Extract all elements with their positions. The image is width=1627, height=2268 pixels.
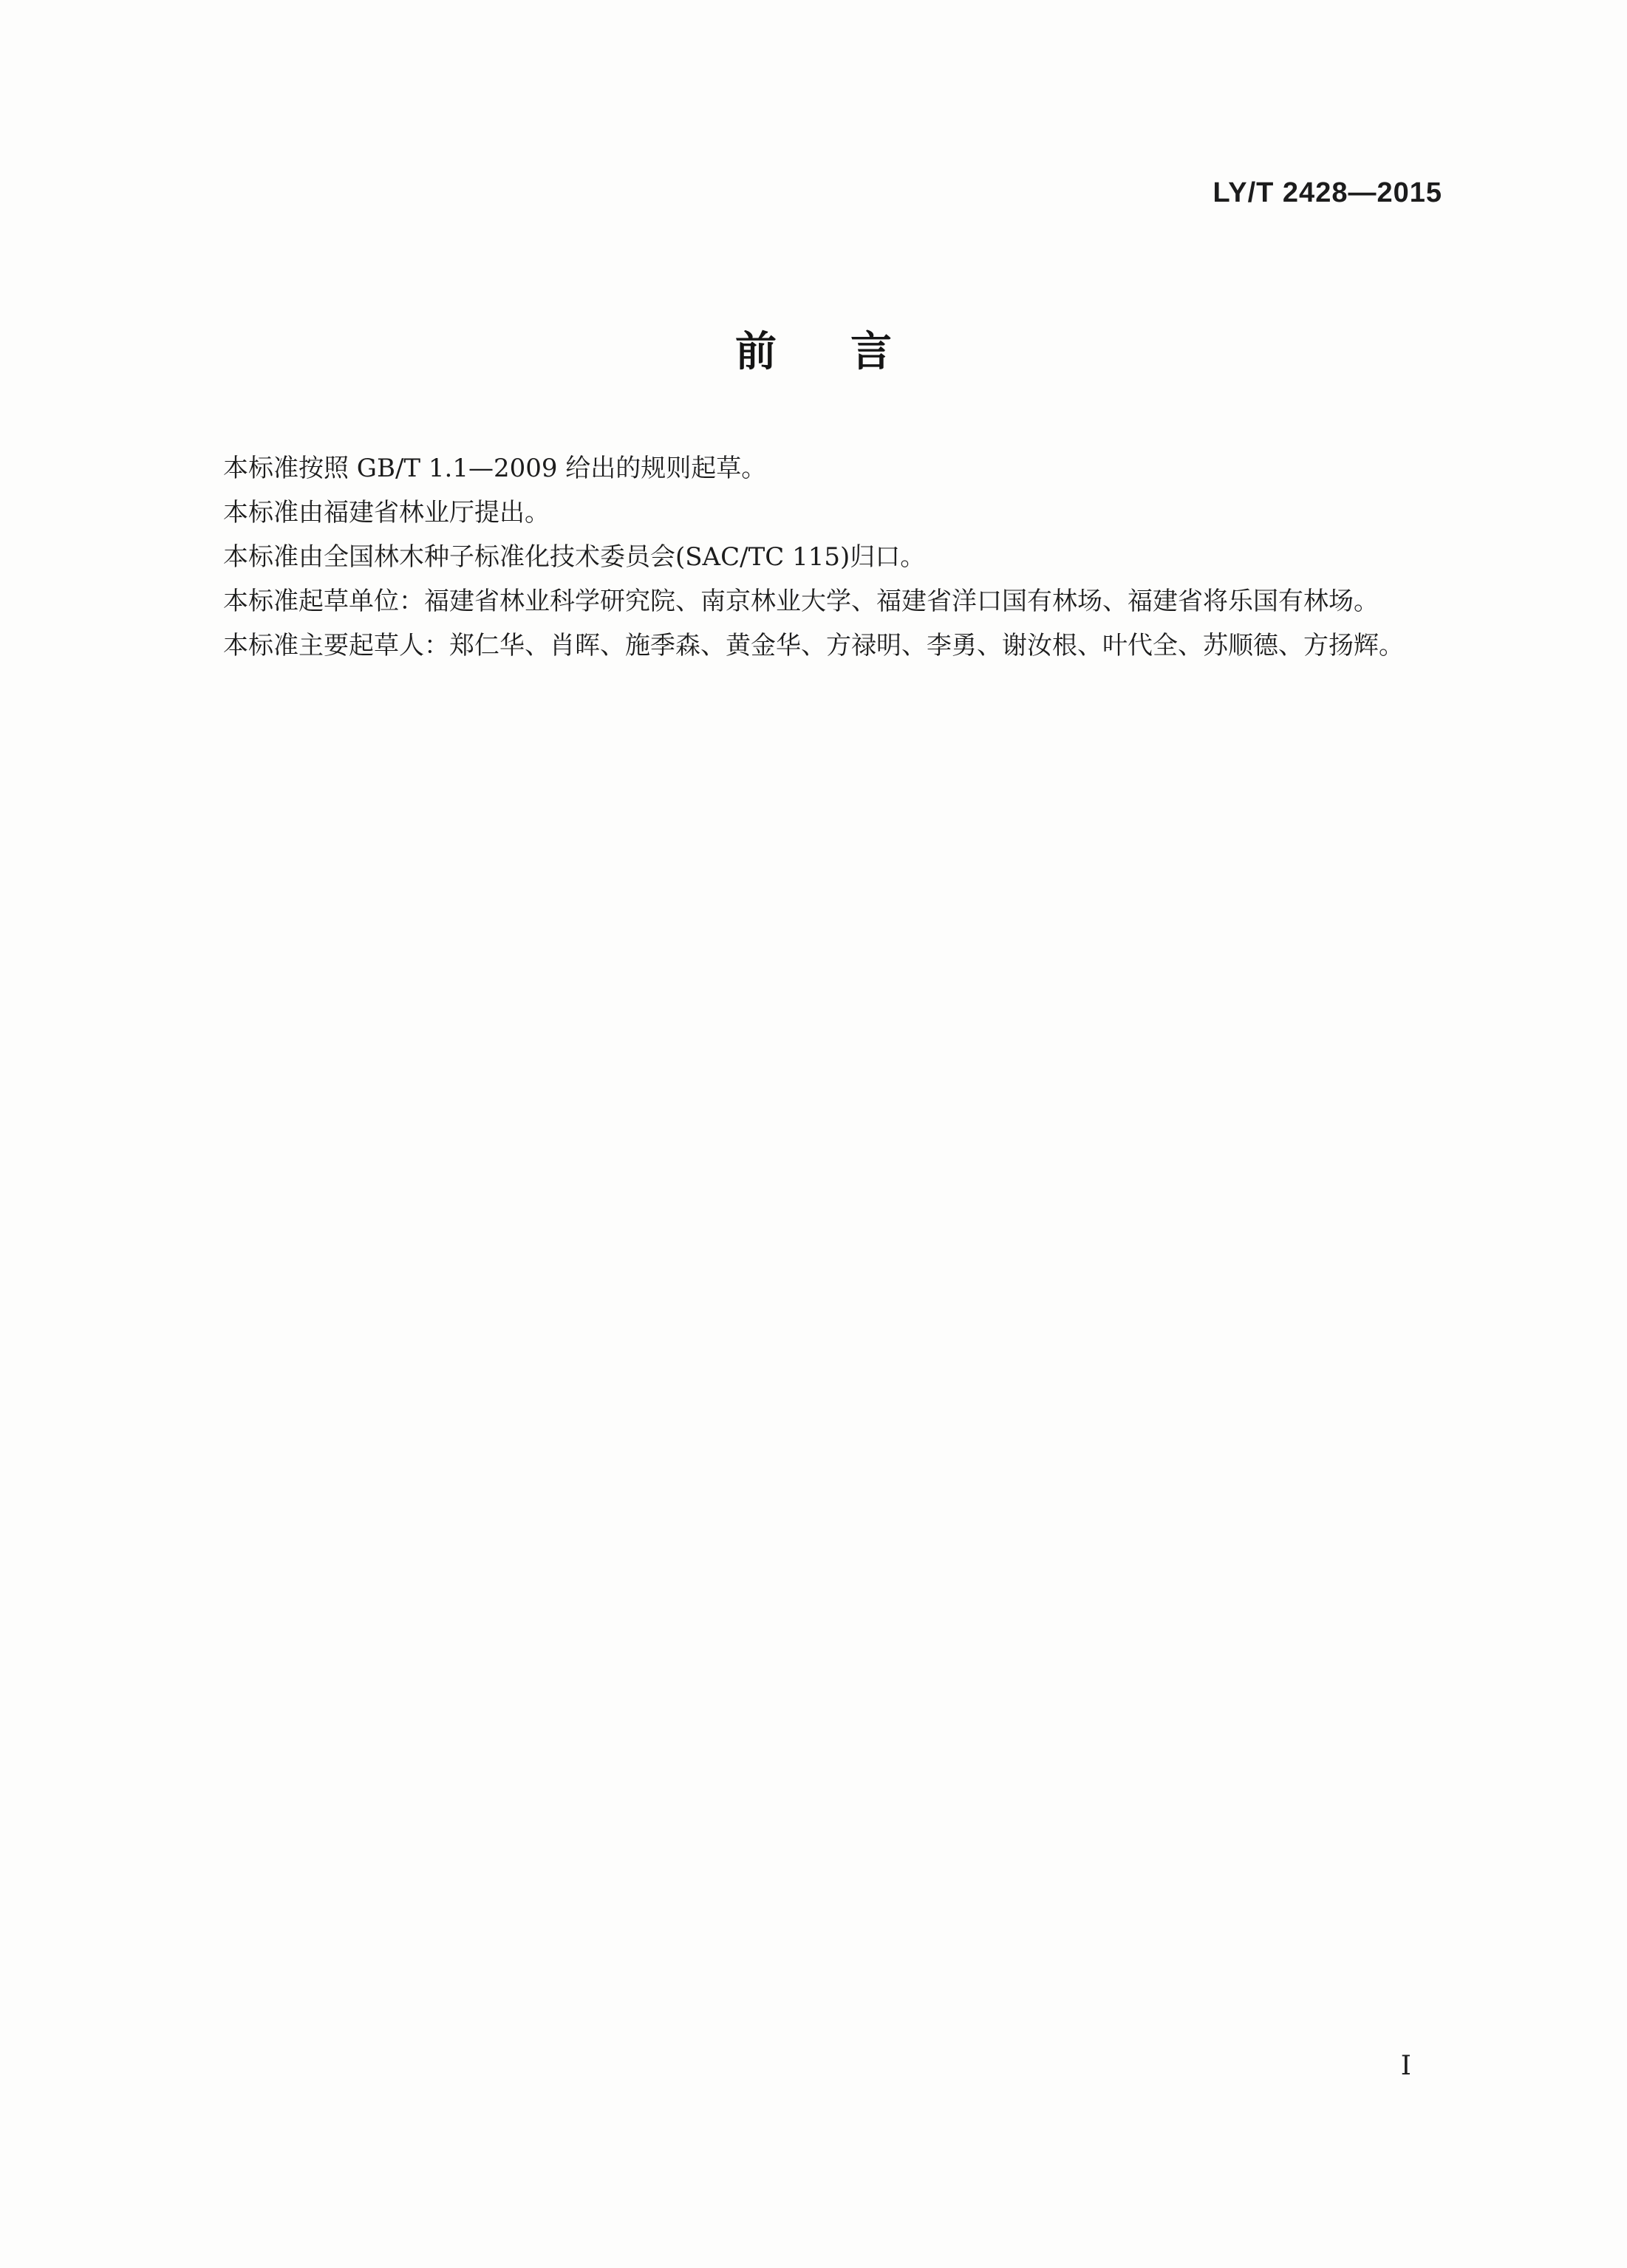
standard-number: LY/T 2428—2015 xyxy=(1212,177,1442,208)
paragraph-committee: 本标准由全国林木种子标准化技术委员会(SAC/TC 115)归口。 xyxy=(223,542,926,572)
page-number: I xyxy=(1400,2051,1411,2081)
paragraph-drafting-rules: 本标准按照 GB/T 1.1—2009 给出的规则起草。 xyxy=(223,454,767,483)
page-title: 前言 xyxy=(735,328,966,376)
paragraph-drafting-units: 本标准起草单位：福建省林业科学研究院、南京林业大学、福建省洋口国有林场、福建省将乐国有林场。 xyxy=(223,587,1379,616)
paragraph-proposer: 本标准由福建省林业厅提出。 xyxy=(223,498,550,527)
foreword-body xyxy=(163,446,1441,668)
paragraph-drafters: 本标准主要起草人：郑仁华、肖晖、施季森、黄金华、方禄明、李勇、谢汝根、叶代全、苏顺德、方扬辉。 xyxy=(223,631,1404,660)
